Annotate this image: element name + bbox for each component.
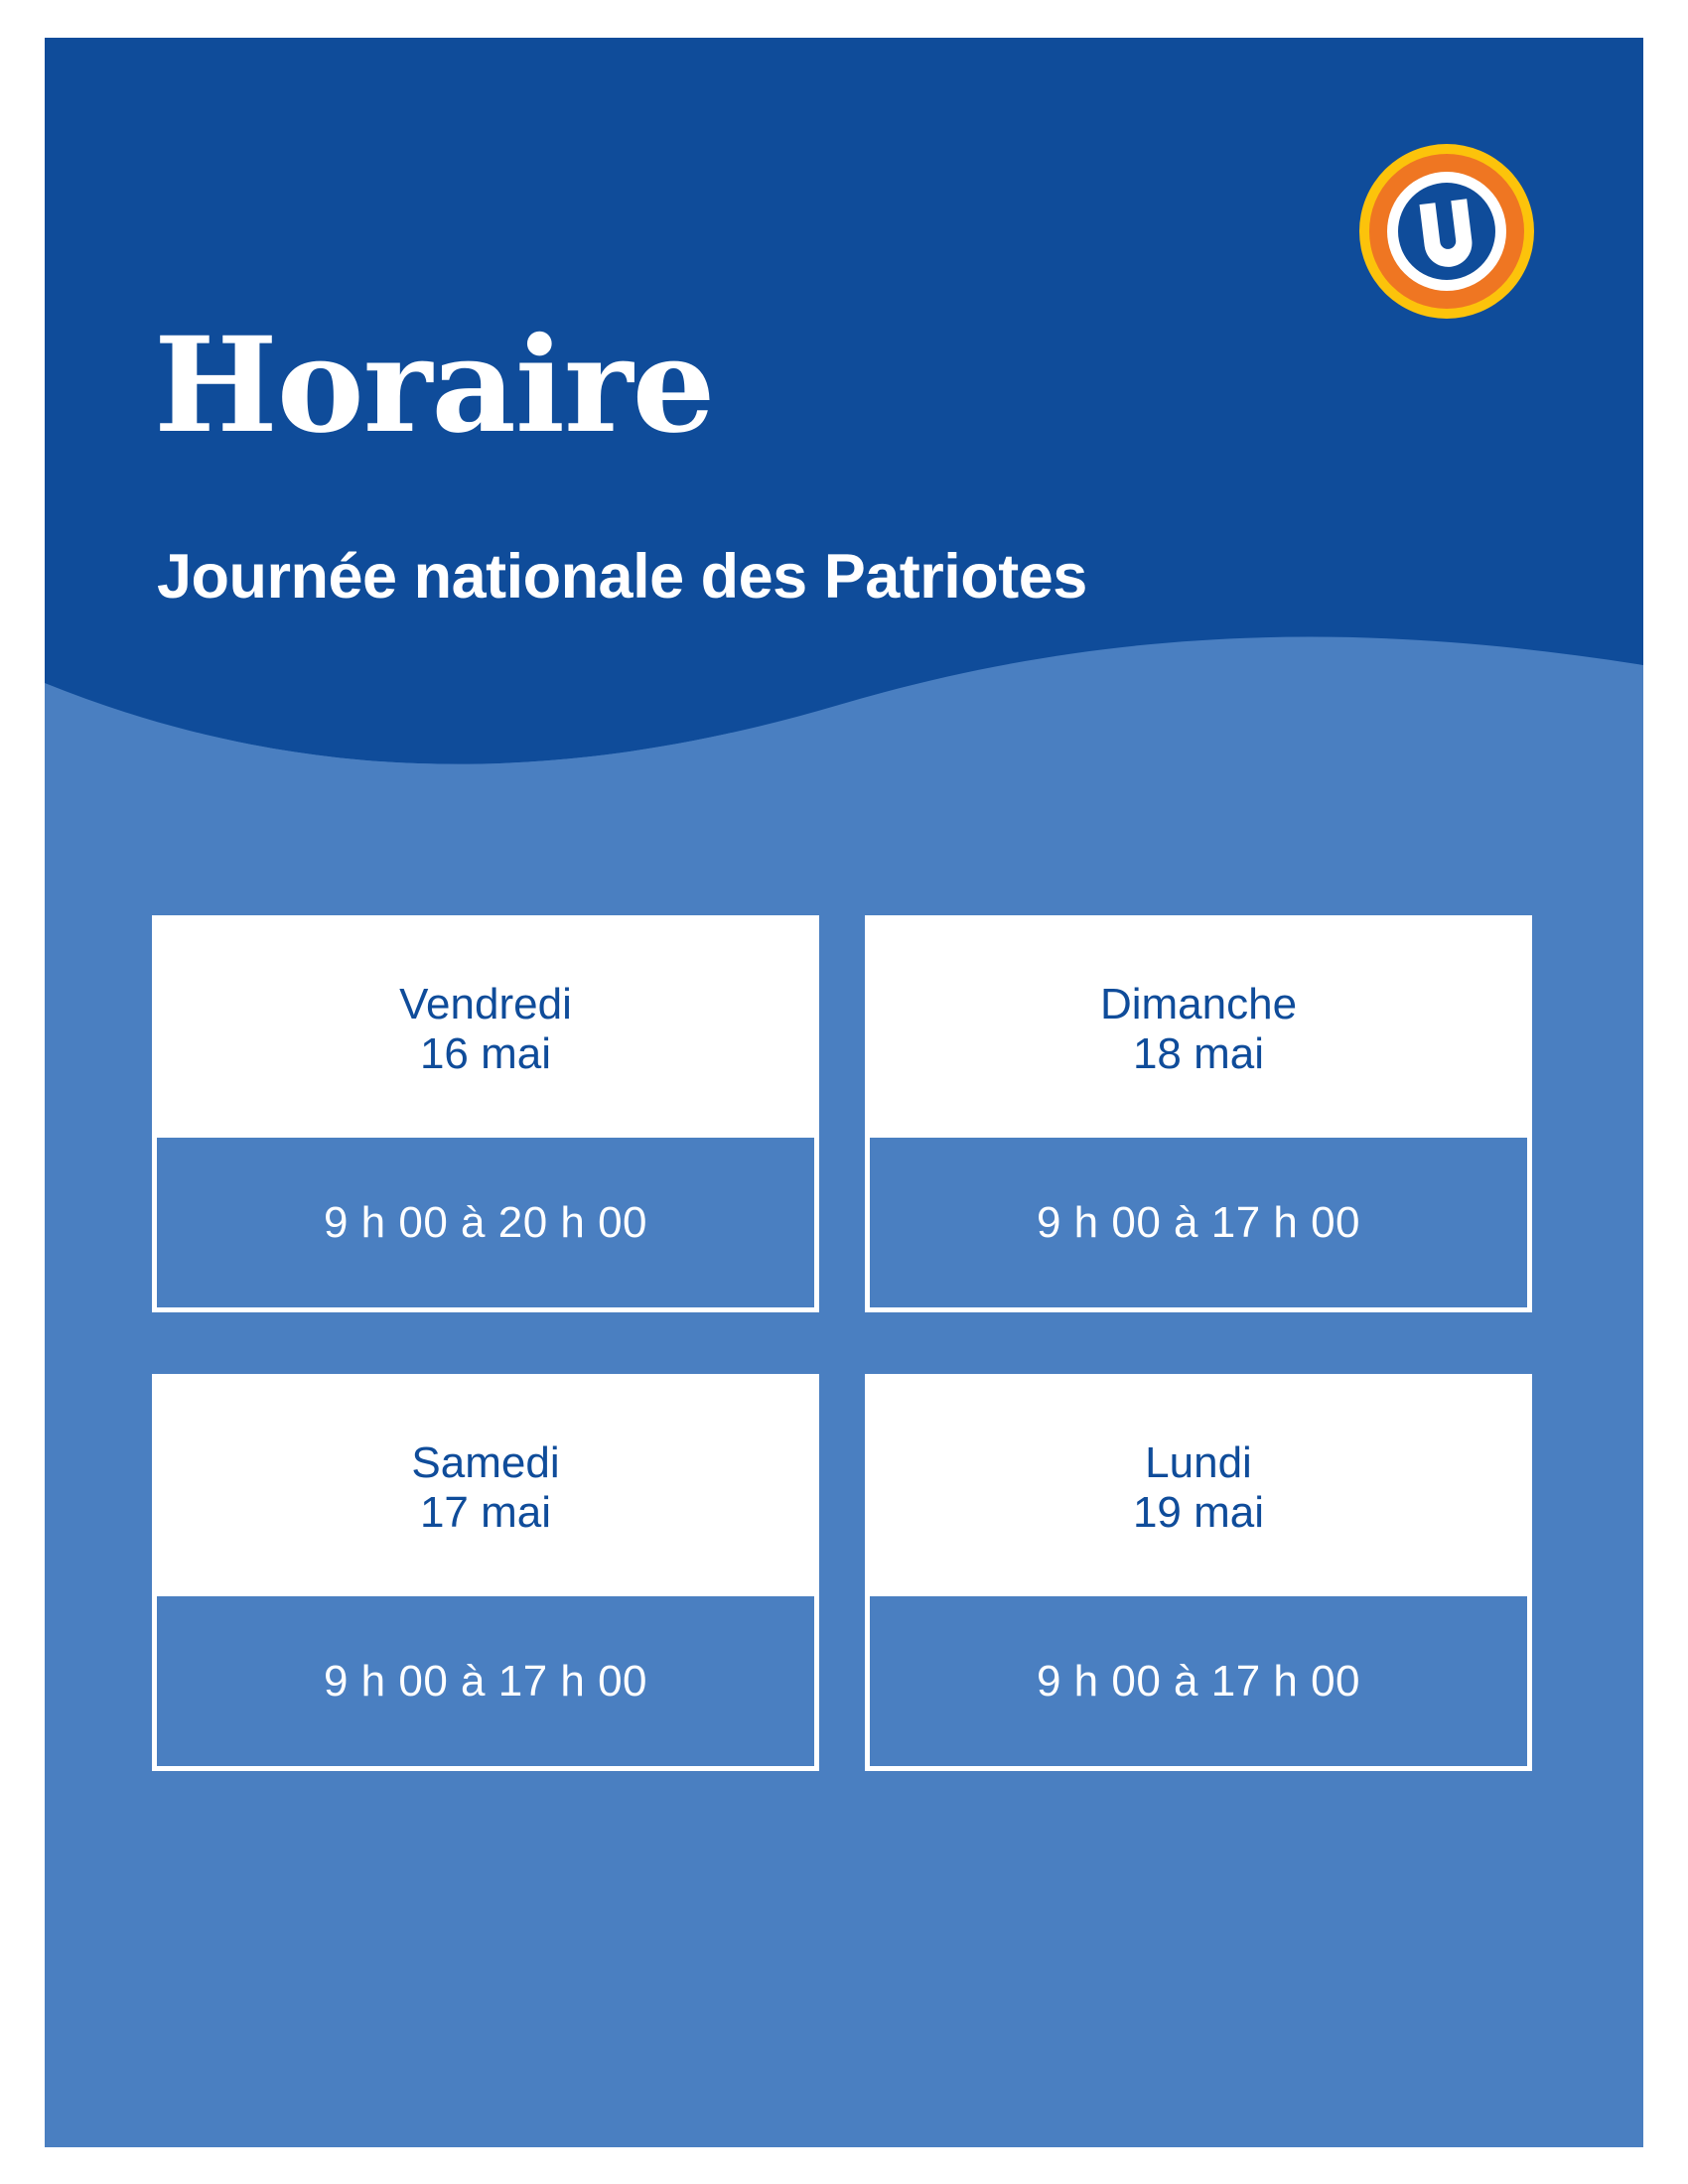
card-day-name: Samedi (411, 1438, 560, 1488)
card-day-name: Vendredi (399, 980, 572, 1029)
wave-divider (45, 614, 1643, 812)
card-day-name: Dimanche (1099, 980, 1298, 1029)
u-logo (1357, 142, 1536, 321)
card-hours: 9 h 00 à 20 h 00 (157, 1138, 814, 1307)
card-day-header (870, 1379, 1527, 1596)
card-day-header (870, 920, 1527, 1138)
page-subtitle: Journée nationale des Patriotes (157, 542, 1087, 612)
card-day-date: 17 mai (419, 1487, 552, 1537)
page-title: Horaire (154, 309, 715, 463)
card-day-date: 16 mai (419, 1028, 552, 1078)
schedule-card (152, 1374, 819, 1771)
card-day-header (157, 1379, 814, 1596)
card-hours: 9 h 00 à 17 h 00 (870, 1596, 1527, 1766)
schedule-card (865, 915, 1532, 1312)
card-day-name: Lundi (1145, 1438, 1252, 1488)
card-hours: 9 h 00 à 17 h 00 (157, 1596, 814, 1766)
schedule-poster (45, 38, 1643, 2147)
schedule-card-grid (152, 915, 1532, 1771)
schedule-card (865, 1374, 1532, 1771)
schedule-card (152, 915, 819, 1312)
card-hours: 9 h 00 à 17 h 00 (870, 1138, 1527, 1307)
card-day-date: 19 mai (1132, 1487, 1265, 1537)
card-day-date: 18 mai (1132, 1028, 1265, 1078)
card-day-header (157, 920, 814, 1138)
